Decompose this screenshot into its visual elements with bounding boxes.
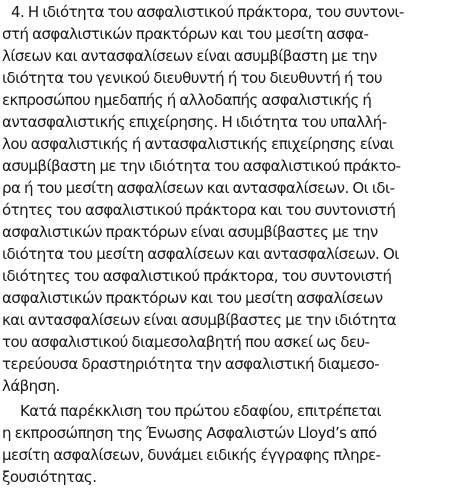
text-line: ιδιότητες του ασφαλιστικού πράκτορα, του συντονιστή — [2, 267, 392, 285]
text-line: του ασφαλιστικού διαμεσολαβητή που ασκεί ως δευ- — [2, 333, 370, 351]
text-line: ασφαλιστικών πρακτόρων και του μεσίτη ασφαλίσεων — [2, 289, 383, 307]
text-line: ρα ή του μεσίτη ασφαλίσεων και αντασφαλίσεων. Οι ιδι- — [2, 179, 395, 197]
text-line: 4. Η ιδιότητα του ασφαλιστικού πράκτορα, του συντονι- — [11, 3, 404, 21]
text-line: ξουσιότητας. — [2, 468, 97, 486]
text-line: η εκπροσώπηση της Ένωσης Ασφαλιστών Lloyd’s από — [2, 424, 377, 442]
text-line: τερεύουσα δραστηριότητα την ασφαλιστική διαμεσο- — [2, 355, 380, 373]
text-line: ασφαλιστικών πρακτόρων είναι ασυμβίβαστες με την — [2, 223, 378, 241]
text-line: λου ασφαλιστικής ή αντασφαλιστικής επιχείρησης είναι — [2, 135, 394, 153]
text-line: αντασφαλιστικής επιχείρησης. Η ιδιότητα του υπαλλή- — [2, 113, 387, 131]
text-line: Κατά παρέκκλιση του πρώτου εδαφίου, επιτρέπεται — [20, 402, 381, 420]
text-line: λάβηση. — [2, 377, 60, 395]
text-line: και αντασφαλίσεων είναι ασυμβίβαστες με την ιδιότητα — [2, 311, 397, 329]
text-line: λίσεων και αντασφαλίσεων είναι ασυμβίβαστη με την — [2, 47, 377, 65]
text-line: ιδιότητα του γενικού διευθυντή ή του διευθυντή ή του — [2, 69, 382, 87]
text-line: εκπροσώπου ημεδαπής ή αλλοδαπής ασφαλιστικής ή — [2, 91, 372, 109]
text-line: ότητες του ασφαλιστικού πράκτορα και του συντονιστή — [2, 201, 396, 219]
text-line: ιδιότητα του μεσίτη ασφαλίσεων και αντασφαλίσεων. Οι — [2, 245, 399, 263]
text-line: στή ασφαλιστικών πρακτόρων και του μεσίτη ασφα- — [2, 25, 369, 43]
text-line: ασυμβίβαστη με την ιδιότητα του ασφαλιστικού πράκτο- — [2, 157, 401, 175]
text-line: μεσίτη ασφαλίσεων, δυνάμει ειδικής έγγραφης πληρε- — [2, 446, 381, 464]
